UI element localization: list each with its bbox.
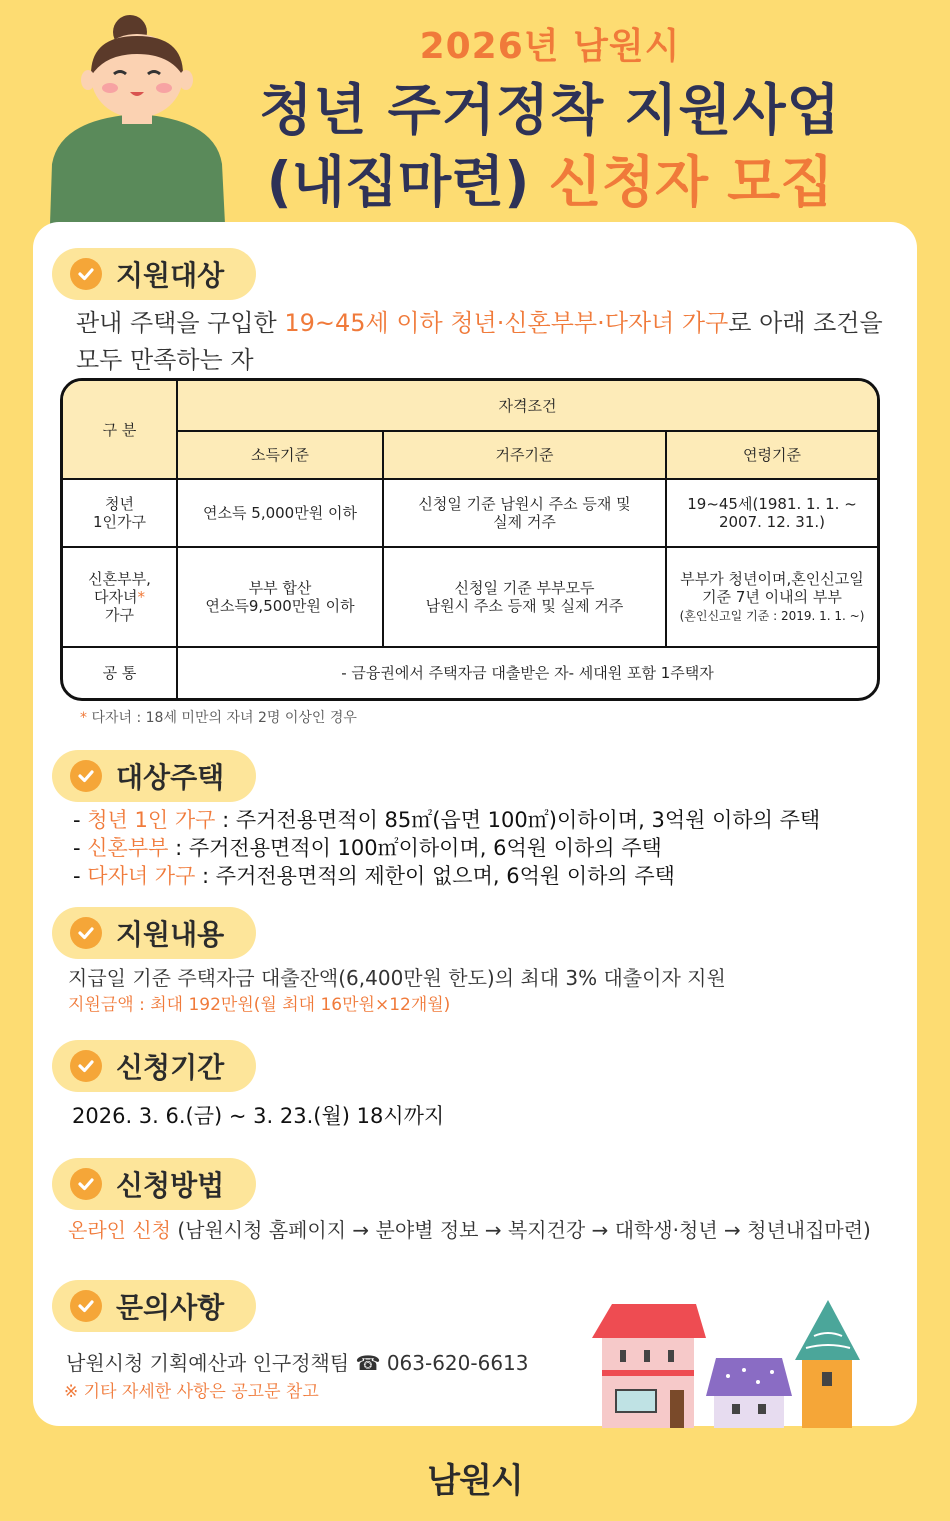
- table-header-age: 연령기준: [666, 431, 877, 479]
- section-housing-heading: [52, 750, 256, 802]
- check-icon: [70, 258, 102, 290]
- support-line: 지급일 기준 주택자금 대출잔액(6,400만원 한도)의 최대 3% 대출이자 지원: [68, 966, 726, 990]
- table-footnote: * 다자녀 : 18세 미만의 자녀 2명 이상인 경우: [80, 710, 357, 726]
- header: [0, 0, 950, 230]
- section-support-heading: [52, 907, 256, 959]
- section-method-heading: [52, 1158, 256, 1210]
- header-subtitle: [220, 138, 880, 217]
- table-header-category: 구 분: [63, 381, 177, 479]
- table-row: [63, 479, 877, 547]
- contact-line: 남원시청 기획예산과 인구정책팀 ☎ 063-620-6613: [66, 1351, 529, 1375]
- check-icon: [70, 1290, 102, 1322]
- section-title: 신청기간: [116, 1051, 225, 1084]
- table-row: [63, 547, 877, 647]
- table-row: [63, 647, 877, 698]
- table-cell-income: 연소득 5,000만원 이하: [177, 479, 383, 547]
- check-icon: [70, 760, 102, 792]
- header-year: 2026년 남원시: [419, 26, 681, 67]
- list-item: - 신혼부부 : 주거전용면적이 100㎡이하이며, 6억원 이하의 주택: [73, 836, 662, 860]
- section-title: 지원내용: [116, 918, 225, 951]
- houses-illustration: [592, 1300, 872, 1428]
- table-cell-residence: 신청일 기준 남원시 주소 등재 및 실제 거주: [383, 479, 666, 547]
- support-amount: 지원금액 : 최대 192만원(월 최대 16만원×12개월): [68, 995, 451, 1015]
- header-subtitle-part1: (내집마련): [266, 150, 530, 214]
- eligibility-description: [76, 305, 883, 379]
- section-title: 문의사항: [116, 1291, 225, 1324]
- header-title: 청년 주거정착 지원사업: [259, 78, 841, 142]
- table-cell-common-label: 공 통: [63, 647, 177, 698]
- logo-text: 남원시: [427, 1461, 523, 1501]
- housing-list: [73, 806, 820, 890]
- list-item: - 다자녀 가구 : 주거전용면적의 제한이 없으며, 6억원 이하의 주택: [73, 864, 675, 888]
- table-cell-age: 부부가 청년이며,혼인신고일 기준 7년 이내의 부부 (혼인신고일 기준 : 2019. 1. 1. ~): [666, 547, 877, 647]
- table-header-income: 소득기준: [177, 431, 383, 479]
- section-title: 대상주택: [116, 761, 225, 794]
- section-eligibility-heading: [52, 248, 256, 300]
- header-subtitle-part2: 신청자 모집: [548, 150, 834, 214]
- section-title: 지원대상: [116, 259, 225, 292]
- table-cell-residence: 신청일 기준 부부모두 남원시 주소 등재 및 실제 거주: [383, 547, 666, 647]
- section-period-heading: [52, 1040, 256, 1092]
- eligibility-table: [60, 378, 880, 701]
- desc-text: 로 아래 조건을: [728, 309, 883, 337]
- check-icon: [70, 1168, 102, 1200]
- desc-text: 관내 주택을 구입한: [76, 309, 285, 337]
- table-cell-age: 19~45세(1981. 1. 1. ~ 2007. 12. 31.): [666, 479, 877, 547]
- period-value: 2026. 3. 6.(금) ~ 3. 23.(월) 18시까지: [72, 1104, 445, 1128]
- method-value: 온라인 신청 (남원시청 홈페이지 → 분야별 정보 → 복지건강 → 대학생·청년 → 청년내집마련): [68, 1218, 871, 1242]
- check-icon: [70, 917, 102, 949]
- table-header-conditions: 자격조건: [177, 381, 877, 431]
- table-cell-category: 신혼부부, 다자녀* 가구: [63, 547, 177, 647]
- desc-highlight: 19~45세 이하 청년·신혼부부·다자녀 가구: [284, 309, 729, 337]
- desc-text: 모두 만족하는 자: [76, 346, 254, 374]
- table-header-residence: 거주기준: [383, 431, 666, 479]
- list-item: - 청년 1인 가구 : 주거전용면적이 85㎡(읍면 100㎡)이하이며, 3억원 이하의 주택: [73, 808, 821, 832]
- section-contact-heading: [52, 1280, 256, 1332]
- person-illustration: [50, 14, 225, 224]
- contact-note: ※ 기타 자세한 사항은 공고문 참고: [64, 1382, 319, 1402]
- table-cell-category: 청년 1인가구: [63, 479, 177, 547]
- table-cell-income: 부부 합산 연소득9,500만원 이하: [177, 547, 383, 647]
- section-title: 신청방법: [116, 1169, 225, 1202]
- nam-won-logo: [410, 1455, 540, 1500]
- table-cell-common-value: - 금융권에서 주택자금 대출받은 자- 세대원 포함 1주택자: [177, 647, 877, 698]
- check-icon: [70, 1050, 102, 1082]
